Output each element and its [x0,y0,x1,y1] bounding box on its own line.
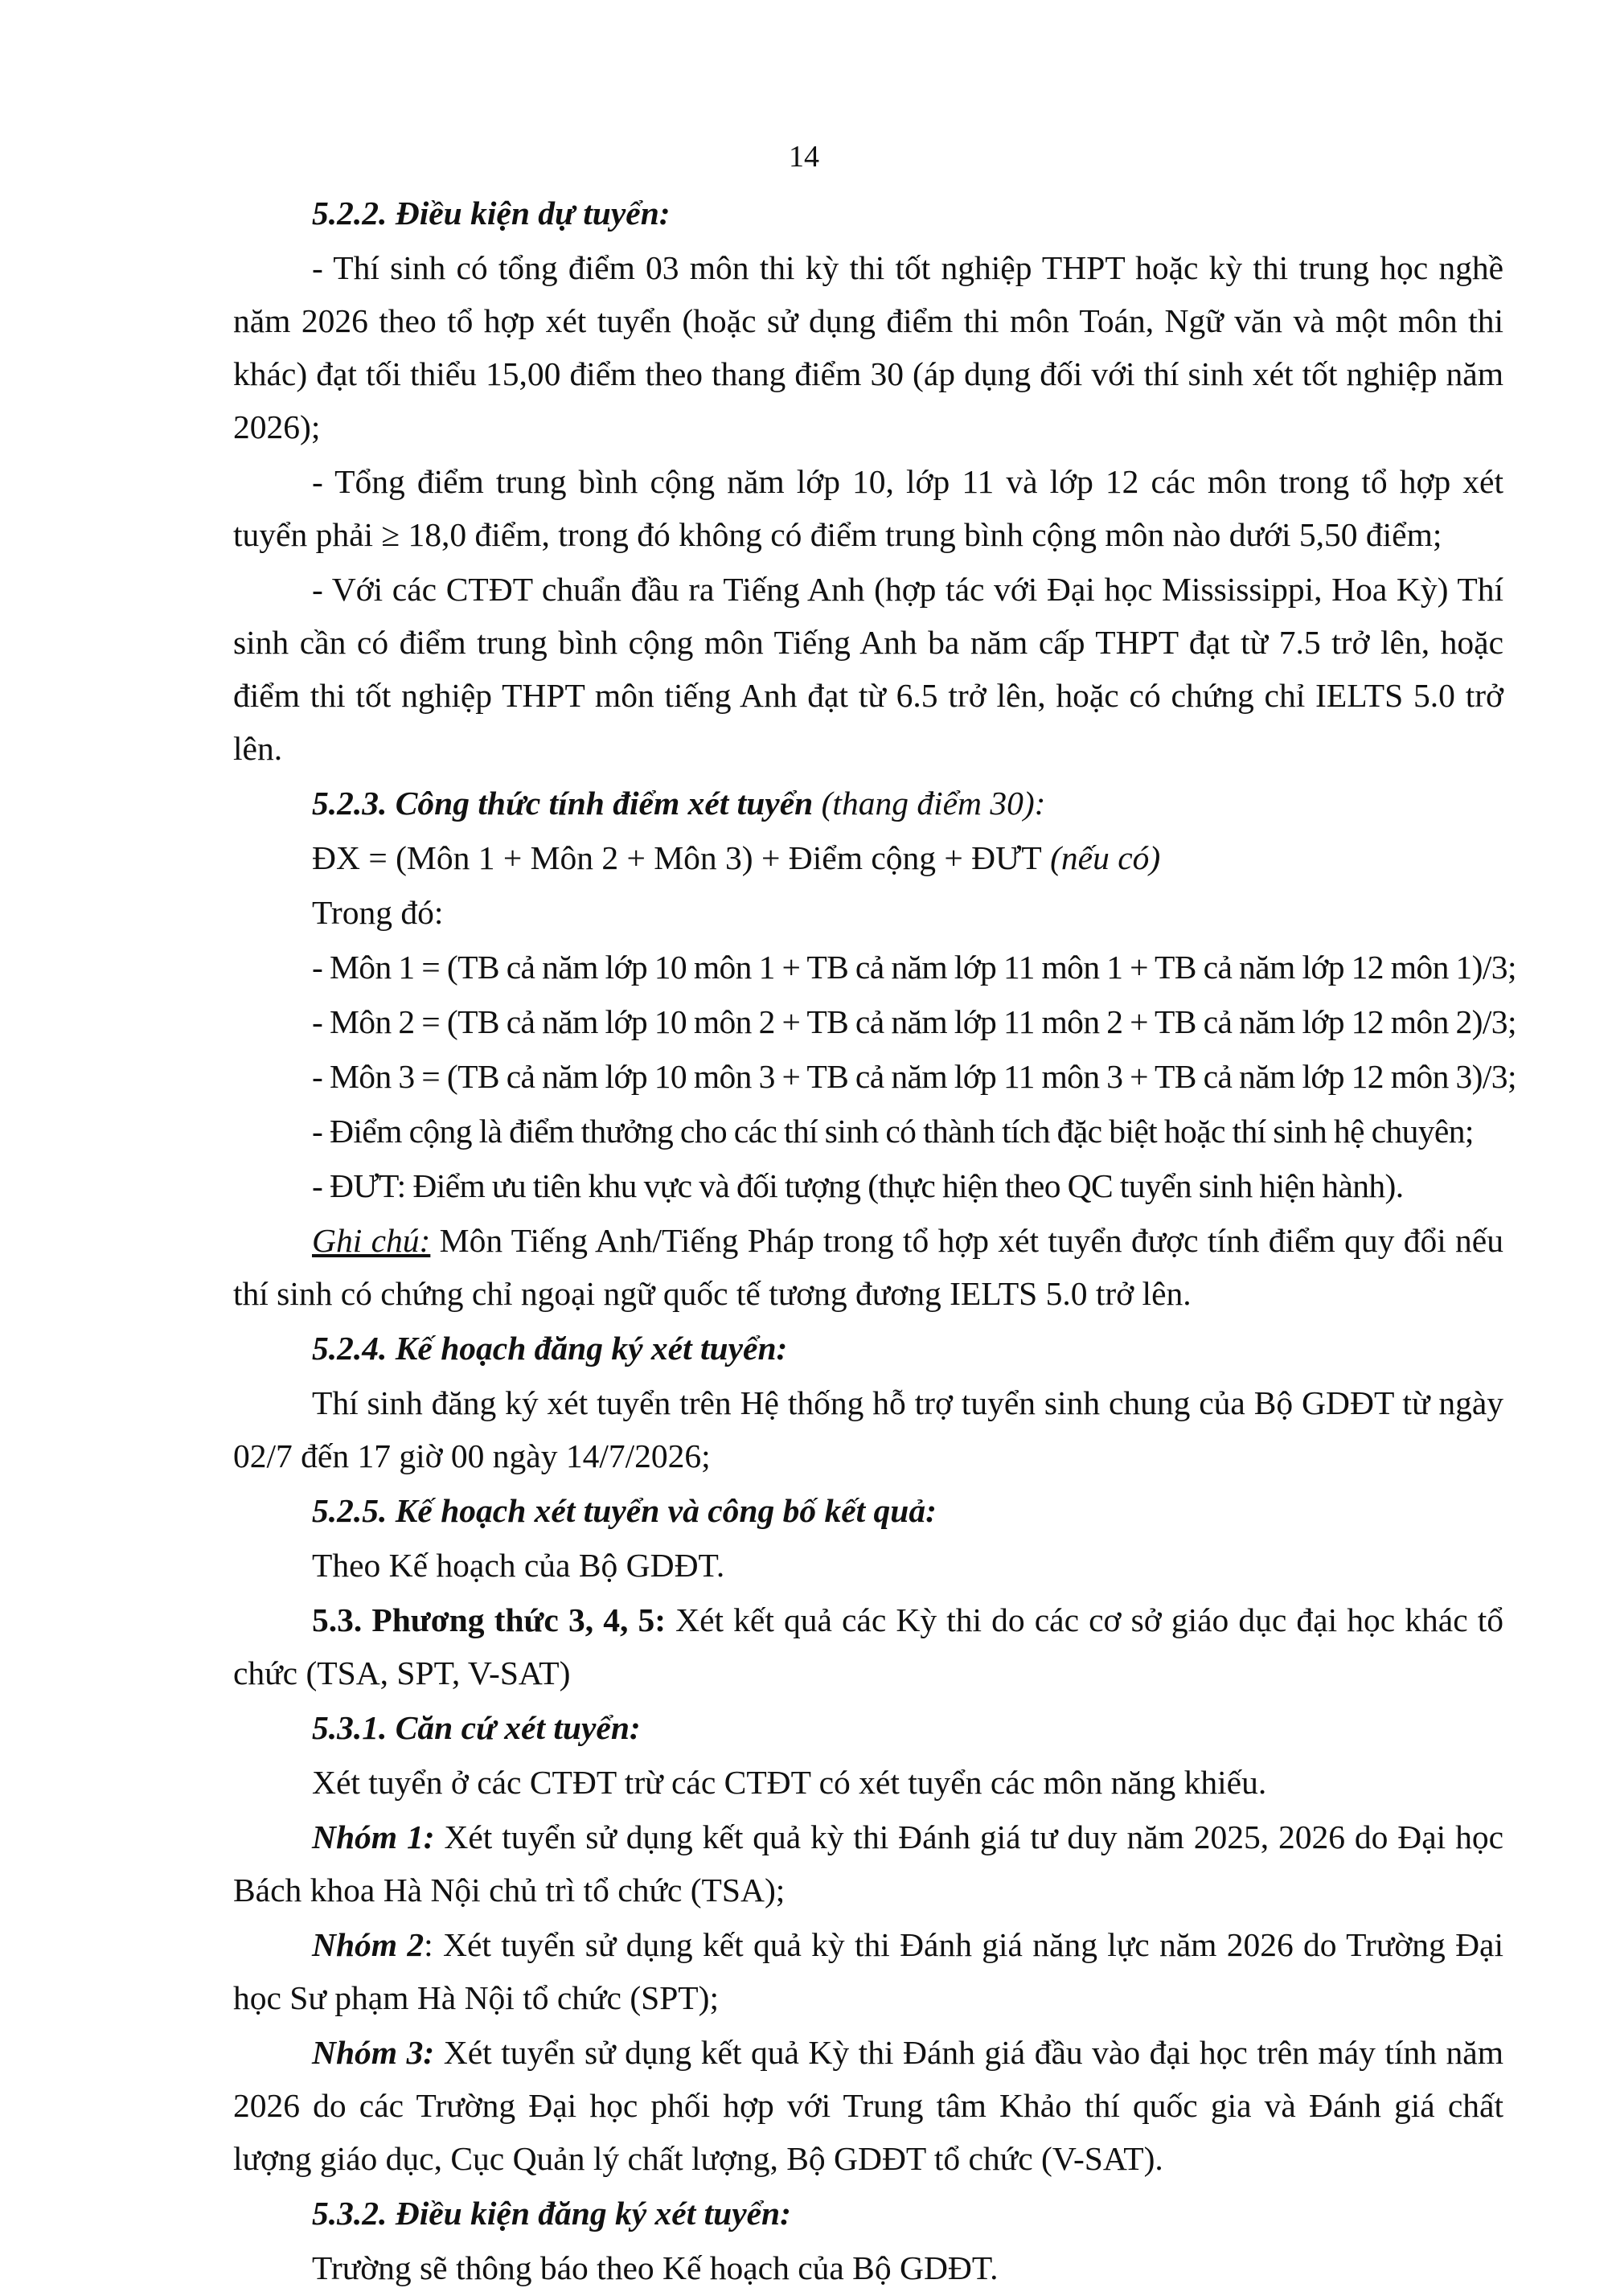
section-5-3-text: Xét kết quả các Kỳ thi do các cơ sở giáo dục đại học khác tổ chức (TSA, SPT, V-SAT) [233,1601,1504,1691]
formula-suffix: (nếu có) [1041,839,1161,876]
section-heading-5-2-2: 5.2.2. Điều kiện dự tuyển: [312,195,671,232]
paragraph-condition-average-score: - Tổng điểm trung bình cộng năm lớp 10, lớp 11 và lớp 12 các môn trong tổ hợp xét tuyển phải ≥ 18,0 điểm, trong đó không có điểm trung bình cộng môn nào dưới 5,50 điểm; [233,463,1503,553]
paragraph-admission-basis: Xét tuyển ở các CTĐT trừ các CTĐT có xét tuyển các môn năng khiếu. [312,1764,1267,1801]
group-1-text: Xét tuyển sử dụng kết quả kỳ thi Đánh giá tư duy năm 2025, 2026 do Đại học Bách khoa Hà Nội chủ trì tổ chức (TSA); [233,1818,1503,1909]
group-2-text: : Xét tuyển sử dụng kết quả kỳ thi Đánh giá năng lực năm 2026 do Trường Đại học Sư phạm Hà Nội tổ chức (SPT); [233,1926,1503,2016]
formula-subject-3: - Môn 3 = (TB cả năm lớp 10 môn 3 + TB cả năm lớp 11 môn 3 + TB cả năm lớp 12 môn 3)/3; [312,1058,1516,1095]
section-heading-5-3-2: 5.3.2. Điều kiện đăng ký xét tuyển: [312,2195,791,2232]
paragraph-condition-total-score: - Thí sinh có tổng điểm 03 môn thi kỳ thi tốt nghiệp THPT hoặc kỳ thi trung học nghề năm 2026 theo tổ hợp xét tuyển (hoặc sử dụng điểm thi môn Toán, Ngữ văn và một môn thi khác) đạt tối thiểu 15,00 điểm theo thang điểm 30 (áp dụng đối với thí sinh xét tốt nghiệp năm 2026); [233,249,1503,445]
group-3-paragraph [233,2026,1503,2185]
note-label: Ghi chú: [312,1222,431,1259]
group-3-label: Nhóm 3: [312,2034,435,2071]
group-3-text: Xét tuyển sử dụng kết quả Kỳ thi Đánh giá đầu vào đại học trên máy tính năm 2026 do các Trường Đại học phối hợp với Trung tâm Khảo thí quốc gia và Đánh giá chất lượng giáo dục, Cục Quản lý chất lượng, Bộ GDĐT tổ chức (V-SAT). [233,2034,1503,2177]
group-1-paragraph [233,1810,1503,1917]
section-heading-5-2-3 [233,777,1503,830]
formula-subject-2: - Môn 2 = (TB cả năm lớp 10 môn 2 + TB cả năm lớp 11 môn 2 + TB cả năm lớp 12 môn 2)/3; [312,1003,1516,1040]
formula-priority-points: - ĐƯT: Điểm ưu tiên khu vực và đối tượng (thực hiện theo QC tuyển sinh hiện hành). [312,1167,1404,1204]
paragraph-condition-english-program: - Với các CTĐT chuẩn đầu ra Tiếng Anh (hợp tác với Đại học Mississippi, Hoa Kỳ) Thí sinh cần có điểm trung bình cộng môn Tiếng Anh ba năm cấp THPT đạt từ 7.5 trở lên, hoặc điểm thi tốt nghiệp THPT môn tiếng Anh đạt từ 6.5 trở lên, hoặc có chứng chỉ IELTS 5.0 trở lên. [233,571,1503,767]
note-text: Môn Tiếng Anh/Tiếng Pháp trong tổ hợp xét tuyển được tính điểm quy đổi nếu thí sinh có chứng chỉ ngoại ngữ quốc tế tương đương IELTS 5.0 trở lên. [233,1222,1503,1312]
section-heading-5-3: 5.3. Phương thức 3, 4, 5: [312,1601,667,1638]
note-paragraph [233,1214,1503,1320]
section-heading-5-2-5: 5.2.5. Kế hoạch xét tuyển và công bố kết quả: [312,1492,937,1529]
section-5-3 [233,1593,1503,1699]
formula-where-label: Trong đó: [312,894,444,931]
section-heading-5-2-3-suffix: (thang điểm 30): [813,785,1046,822]
paragraph-result-plan: Theo Kế hoạch của Bộ GDĐT. [312,1547,725,1584]
paragraph-registration-plan: Thí sinh đăng ký xét tuyển trên Hệ thống hỗ trợ tuyển sinh chung của Bộ GDĐT từ ngày 02/7 đến 17 giờ 00 ngày 14/7/2026; [233,1384,1503,1474]
formula-line [233,831,1503,884]
formula-main: ĐX = (Môn 1 + Môn 2 + Môn 3) + Điểm cộng + ĐƯT [312,839,1042,876]
page-number: 14 [789,140,819,174]
formula-bonus-points: - Điểm cộng là điểm thưởng cho các thí sinh có thành tích đặc biệt hoặc thí sinh hệ chuyên; [312,1113,1474,1150]
paragraph-registration-conditions: Trường sẽ thông báo theo Kế hoạch của Bộ GDĐT. [312,2249,999,2286]
section-heading-5-2-3-title: 5.2.3. Công thức tính điểm xét tuyển [312,785,814,822]
group-2-label: Nhóm 2 [312,1926,425,1963]
document-body [233,187,1516,2296]
section-heading-5-3-1: 5.3.1. Căn cứ xét tuyển: [312,1709,641,1746]
section-heading-5-2-4: 5.2.4. Kế hoạch đăng ký xét tuyển: [312,1330,788,1367]
group-1-label: Nhóm 1: [312,1818,435,1855]
formula-subject-1: - Môn 1 = (TB cả năm lớp 10 môn 1 + TB cả năm lớp 11 môn 1 + TB cả năm lớp 12 môn 1)/3; [312,949,1516,986]
group-2-paragraph [233,1918,1503,2024]
